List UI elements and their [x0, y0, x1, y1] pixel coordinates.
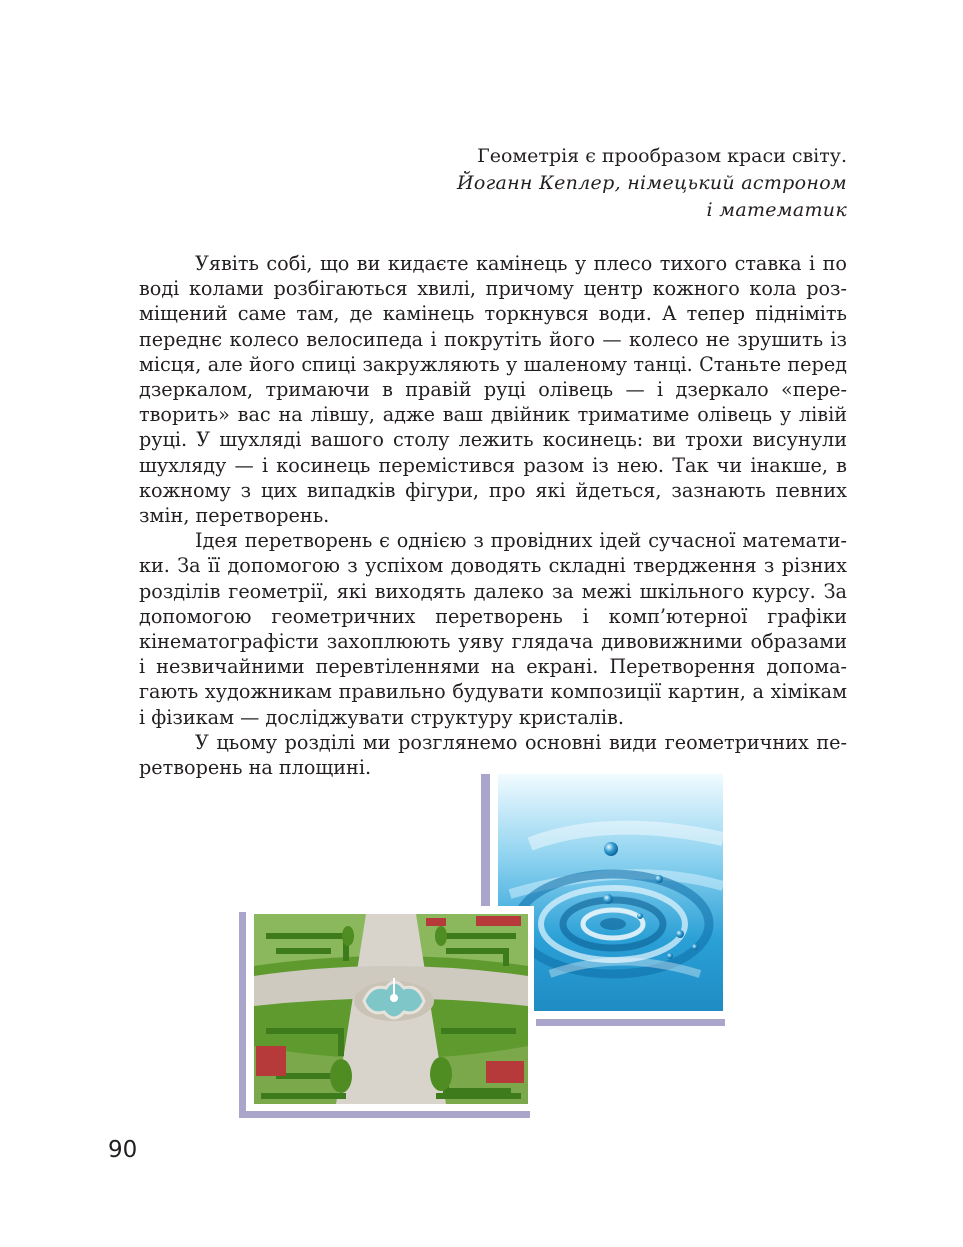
paragraph-1: Уявіть собі, що ви кидаєте камінець у плесо тихого ставка і по воді колами розбігаються хвилі, причому центр кожного кола розміщений саме там, де камінець торкнувся води. А тепер підніміть переднє колесо велосипеда і покрутіть його — колесо не зрушить із місця, але його спиці закружляють у шаленому танці. Станьте перед дзеркалом, тримаючи в правій руці олівець — і дзеркало «перетворить» вас на лівшу, адже ваш двійник триматиме олівець у лівій руці. У шухляді вашого столу лежить косинець: ви трохи висунули шухляду — і косинець перемістився разом із нею. Так чи інакше, в кожному з цих випадків фігури, про які йдеться, зазнають певних змін, перетворень.	[139, 252, 847, 528]
paragraph-2: Ідея перетворень є однією з провідних ідей сучасної математики. За її допомогою з успіхом доводять складні твердження з різних розділів геометрії, які виходять далеко за межі шкільного курсу. За допомогою геометричних перетворень і комп’ютерної графіки кінематографісти захоплюють уяву глядача дивовижними образами і незвичайними перевтіленнями на екрані. Перетворення допомагають художникам правильно будувати композиції картин, а хімікам і фізикам — досліджувати структуру кристалів.	[139, 529, 847, 729]
epigraph	[387, 143, 847, 224]
epigraph-quote: Геометрія є прообразом краси світу.	[477, 145, 847, 167]
water-photo-frame-left	[481, 774, 490, 910]
paragraph-3: У цьому розділі ми розглянемо основні види геометричних перетворень на площині.	[139, 730, 847, 780]
epigraph-author-continued: і математик	[706, 199, 847, 221]
garden-photo-frame-left	[239, 912, 246, 1118]
garden-maze-photo	[246, 906, 534, 1111]
page-number: 90	[108, 1137, 138, 1163]
body-text	[139, 251, 847, 780]
water-photo-frame-bottom	[536, 1019, 725, 1026]
garden-photo-frame-bottom	[239, 1111, 530, 1118]
epigraph-author: Йоганн Кеплер, німецький астроном	[456, 172, 847, 194]
